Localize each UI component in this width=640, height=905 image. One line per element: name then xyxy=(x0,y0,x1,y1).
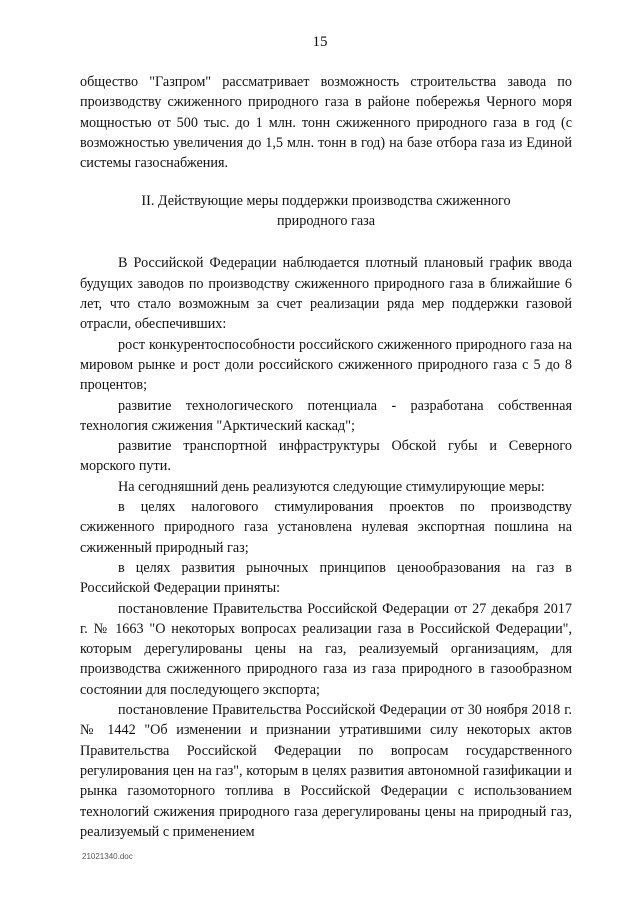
page-number: 15 xyxy=(312,34,328,50)
paragraph: В Российской Федерации наблюдается плотный плановый график ввода будущих заводов по производству сжиженного природного газа в ближайшие 6 лет, что стало возможным за счет реализации ряда мер поддержки газовой отрасли, обеспечивших: xyxy=(80,255,572,333)
paragraph: На сегодняшний день реализуются следующие стимулирующие меры: xyxy=(118,478,545,495)
document-body xyxy=(80,72,572,842)
paragraph: в целях развития рыночных принципов ценообразования на газ в Российской Федерации приняты: xyxy=(80,559,572,597)
paragraph: постановление Правительства Российской Федерации от 30 ноября 2018 г. № 1442 "Об изменении и признании утратившими силу некоторых актов Правительства Российской Федерации по вопросам государственного регулирования цен на газ", которым в целях развития автономной газификации и рынка газомоторного топлива в Российской Федерации с использованием технологий сжижения природного газа дерегулированы цены на природный газ, реализуемый с применением xyxy=(80,702,572,840)
paragraph: развитие транспортной инфраструктуры Обской губы и Северного морского пути. xyxy=(80,438,572,475)
section-heading-line-2: природного газа xyxy=(276,213,376,230)
paragraph-continuation: общество "Газпром" рассматривает возможность строительства завода по производству сжиженного природного газа в районе побережья Черного моря мощностью от 500 тыс. до 1 млн. тонн сжиженного природного газа в год (с возможностью увеличения до 1,5 млн. тонн в год) на базе отбора газа из Единой системы газоснабжения. xyxy=(80,74,572,172)
paragraph: постановление Правительства Российской Федерации от 27 декабря 2017 г. № 1663 "О некоторых вопросах реализации газа в Российской Федерации", которым дерегулированы цены на газ, реализуемый организациям, для производства сжиженного природного газа из газа природного в газообразном состоянии для последующего экспорта; xyxy=(80,600,572,698)
section-heading xyxy=(80,191,572,231)
paragraph: рост конкурентоспособности российского сжиженного природного газа на мировом рынке и рост доли российского сжиженного природного газа с 5 до 8 процентов; xyxy=(80,336,572,394)
document-file-code: 21021340.doc xyxy=(82,852,133,861)
section-heading-line-1: II. Действующие меры поддержки производства сжиженного xyxy=(141,193,511,210)
paragraph: развитие технологического потенциала - разработана собственная технология сжижения "Арктический каскад"; xyxy=(80,397,572,434)
paragraph: в целях налогового стимулирования проектов по производству сжиженного природного газа установлена нулевая экспортная пошлина на сжиженный природный газ; xyxy=(80,499,572,556)
